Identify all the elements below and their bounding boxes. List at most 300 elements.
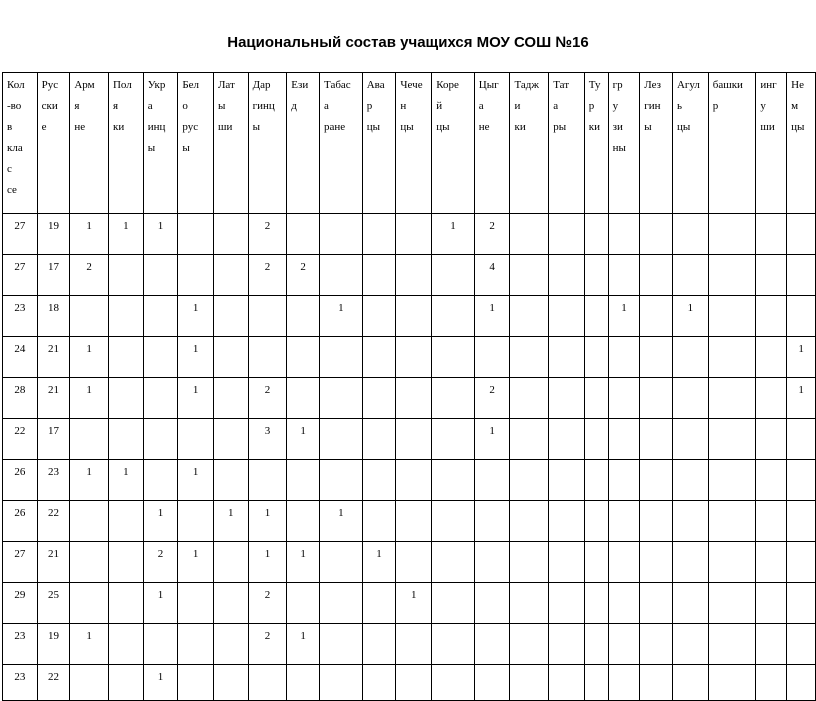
table-cell	[756, 501, 787, 542]
table-cell	[787, 542, 816, 583]
table-cell	[787, 419, 816, 460]
table-cell: 17	[37, 255, 70, 296]
column-header-part: Укр	[147, 79, 166, 91]
table-cell	[362, 337, 396, 378]
table-cell	[213, 624, 248, 665]
table-cell	[248, 337, 287, 378]
table-cell	[608, 460, 640, 501]
table-cell	[432, 501, 475, 542]
table-cell	[178, 583, 214, 624]
table-cell	[510, 665, 549, 701]
table-cell	[549, 214, 585, 255]
table-cell	[510, 214, 549, 255]
table-cell	[549, 624, 585, 665]
table-row	[3, 665, 816, 701]
table-cell	[756, 255, 787, 296]
table-cell	[708, 419, 756, 460]
table-cell	[640, 665, 673, 701]
column-header	[708, 73, 756, 214]
table-cell	[640, 214, 673, 255]
table-row	[3, 214, 816, 255]
table-cell: 2	[248, 214, 287, 255]
table-cell	[549, 419, 585, 460]
table-cell	[474, 337, 510, 378]
table-cell	[320, 378, 363, 419]
table-cell	[510, 501, 549, 542]
table-cell	[362, 665, 396, 701]
table-cell: 1	[70, 214, 109, 255]
table-cell	[213, 583, 248, 624]
table-cell	[320, 624, 363, 665]
table-cell	[108, 624, 143, 665]
table-cell	[362, 460, 396, 501]
table-cell: 24	[3, 337, 38, 378]
table-cell	[213, 214, 248, 255]
table-cell: 1	[178, 337, 214, 378]
table-cell	[70, 419, 109, 460]
table-cell	[608, 665, 640, 701]
table-cell: 2	[248, 624, 287, 665]
table-cell	[432, 665, 475, 701]
column-header-part: о	[182, 100, 188, 112]
table-cell: 1	[248, 501, 287, 542]
column-header	[108, 73, 143, 214]
table-cell	[510, 624, 549, 665]
table-cell: 27	[3, 542, 38, 583]
column-header-part: ки	[112, 121, 125, 133]
table-cell	[143, 624, 178, 665]
table-cell	[510, 255, 549, 296]
table-cell	[70, 665, 109, 701]
column-header-part: цы	[400, 121, 414, 133]
table-row	[3, 501, 816, 542]
table-row	[3, 255, 816, 296]
column-header	[549, 73, 585, 214]
table-cell	[108, 337, 143, 378]
table-cell	[608, 501, 640, 542]
table-cell	[287, 501, 320, 542]
column-header-part: ь	[676, 100, 682, 112]
table-cell: 2	[474, 378, 510, 419]
column-header-part: ы	[252, 121, 260, 133]
table-cell	[432, 583, 475, 624]
table-cell: 1	[143, 501, 178, 542]
table-cell: 1	[178, 378, 214, 419]
column-header-part: гр	[612, 79, 623, 91]
table-row	[3, 542, 816, 583]
table-cell	[640, 337, 673, 378]
column-header-part: ы	[182, 142, 190, 154]
column-header	[640, 73, 673, 214]
column-header-part: Табас	[324, 79, 351, 91]
table-cell	[320, 583, 363, 624]
table-cell	[143, 378, 178, 419]
table-cell: 1	[320, 296, 363, 337]
table-cell	[70, 501, 109, 542]
table-cell	[396, 624, 432, 665]
table-cell	[362, 624, 396, 665]
column-header-part: Агул	[676, 79, 700, 91]
table-cell	[432, 624, 475, 665]
table-cell	[432, 542, 475, 583]
column-header	[432, 73, 475, 214]
table-row	[3, 378, 816, 419]
table-cell	[584, 542, 608, 583]
table-cell	[432, 255, 475, 296]
table-cell	[178, 665, 214, 701]
table-cell	[708, 337, 756, 378]
table-cell	[608, 378, 640, 419]
table-cell	[787, 583, 816, 624]
table-cell	[640, 542, 673, 583]
column-header-part: у	[760, 100, 766, 112]
table-row	[3, 419, 816, 460]
table-cell	[108, 378, 143, 419]
table-cell: 1	[787, 378, 816, 419]
column-header-part: -во	[7, 100, 22, 112]
table-cell: 21	[37, 378, 70, 419]
table-cell	[640, 296, 673, 337]
table-cell	[756, 542, 787, 583]
table-cell	[756, 624, 787, 665]
table-cell: 1	[287, 542, 320, 583]
table-cell	[584, 460, 608, 501]
table-cell	[320, 255, 363, 296]
table-cell	[510, 296, 549, 337]
column-header	[474, 73, 510, 214]
table-cell	[510, 460, 549, 501]
table-cell	[474, 501, 510, 542]
table-cell	[510, 378, 549, 419]
table-cell: 1	[287, 624, 320, 665]
table-cell	[213, 460, 248, 501]
column-header-part: Лез	[644, 79, 661, 91]
table-cell	[640, 378, 673, 419]
table-cell	[756, 214, 787, 255]
table-cell	[640, 583, 673, 624]
table-row	[3, 624, 816, 665]
column-header-part: Чече	[400, 79, 423, 91]
table-cell	[672, 214, 708, 255]
table-cell	[608, 214, 640, 255]
table-cell	[474, 542, 510, 583]
column-header	[320, 73, 363, 214]
table-cell	[672, 255, 708, 296]
column-header	[756, 73, 787, 214]
table-cell	[287, 665, 320, 701]
table-cell	[787, 296, 816, 337]
column-header-part: цы	[366, 121, 380, 133]
table-cell	[213, 255, 248, 296]
column-header	[143, 73, 178, 214]
column-header-part: р	[712, 100, 719, 112]
column-header-part: ны	[612, 142, 626, 154]
column-header-part: Дар	[252, 79, 271, 91]
table-cell: 27	[3, 214, 38, 255]
table-cell	[672, 665, 708, 701]
column-header-part: ране	[324, 121, 346, 133]
table-cell: 19	[37, 624, 70, 665]
column-header-part: цы	[791, 121, 805, 133]
column-header-part: кла	[7, 142, 23, 154]
table-cell	[756, 460, 787, 501]
table-cell: 21	[37, 542, 70, 583]
table-cell	[584, 665, 608, 701]
table-cell	[143, 337, 178, 378]
table-cell	[584, 214, 608, 255]
column-header-part: в	[7, 121, 13, 133]
column-header-part: гин	[644, 100, 661, 112]
table-cell	[108, 542, 143, 583]
table-cell: 25	[37, 583, 70, 624]
table-cell	[672, 583, 708, 624]
table-cell	[396, 460, 432, 501]
table-cell	[287, 214, 320, 255]
table-cell	[320, 337, 363, 378]
table-cell	[396, 378, 432, 419]
table-cell	[287, 337, 320, 378]
table-cell	[640, 419, 673, 460]
table-cell	[756, 296, 787, 337]
table-cell	[708, 378, 756, 419]
table-cell: 1	[108, 214, 143, 255]
table-cell: 23	[37, 460, 70, 501]
table-cell: 26	[3, 460, 38, 501]
table-cell	[708, 583, 756, 624]
table-cell: 29	[3, 583, 38, 624]
column-header-part: я	[74, 100, 80, 112]
column-header-part: и	[514, 100, 521, 112]
table-cell	[672, 501, 708, 542]
table-cell	[248, 665, 287, 701]
column-header	[362, 73, 396, 214]
column-header-part: рус	[182, 121, 199, 133]
table-cell	[708, 542, 756, 583]
column-header-part: м	[791, 100, 799, 112]
table-cell	[510, 583, 549, 624]
table-cell	[756, 337, 787, 378]
table-cell	[584, 419, 608, 460]
table-cell: 18	[37, 296, 70, 337]
table-cell	[672, 419, 708, 460]
table-cell	[178, 501, 214, 542]
table-cell	[396, 665, 432, 701]
table-cell	[708, 501, 756, 542]
table-cell: 22	[37, 501, 70, 542]
table-cell	[510, 337, 549, 378]
table-cell: 1	[474, 296, 510, 337]
table-cell	[672, 337, 708, 378]
column-header-part: Пол	[112, 79, 132, 91]
table-cell	[248, 460, 287, 501]
table-cell	[213, 296, 248, 337]
table-cell: 23	[3, 624, 38, 665]
column-header-part: Кол	[7, 79, 25, 91]
table-cell: 2	[70, 255, 109, 296]
column-header-part: зи	[612, 121, 623, 133]
table-cell	[70, 583, 109, 624]
table-cell: 1	[432, 214, 475, 255]
column-header-part: ки	[514, 121, 526, 133]
column-header-part: Рус	[41, 79, 59, 91]
table-cell	[362, 378, 396, 419]
table-cell: 1	[178, 542, 214, 583]
column-header	[510, 73, 549, 214]
table-cell	[549, 501, 585, 542]
column-header-part: инц	[147, 121, 166, 133]
table-cell	[474, 583, 510, 624]
column-header-part: а	[478, 100, 484, 112]
column-header-part: а	[147, 100, 153, 112]
table-cell	[70, 542, 109, 583]
table-cell	[320, 542, 363, 583]
column-header-part: с	[7, 163, 12, 175]
table-cell: 1	[70, 460, 109, 501]
table-cell	[787, 214, 816, 255]
column-header	[787, 73, 816, 214]
table-cell: 1	[474, 419, 510, 460]
table-cell	[432, 296, 475, 337]
column-header-part: Цыг	[478, 79, 499, 91]
column-header-part: Ези	[291, 79, 309, 91]
table-cell: 23	[3, 296, 38, 337]
table-cell	[708, 624, 756, 665]
table-cell	[248, 296, 287, 337]
column-header	[213, 73, 248, 214]
table-cell	[362, 501, 396, 542]
table-cell	[787, 501, 816, 542]
table-cell: 26	[3, 501, 38, 542]
column-header-part: ши	[217, 121, 233, 133]
table-cell: 2	[248, 583, 287, 624]
column-header-part: Ту	[588, 79, 601, 91]
table-cell: 22	[37, 665, 70, 701]
table-cell	[787, 255, 816, 296]
table-cell: 2	[143, 542, 178, 583]
table-cell	[584, 255, 608, 296]
table-cell	[549, 460, 585, 501]
table-cell	[549, 296, 585, 337]
table-cell: 1	[362, 542, 396, 583]
table-cell: 2	[287, 255, 320, 296]
column-header-part: се	[7, 184, 17, 196]
table-cell	[432, 419, 475, 460]
table-cell	[708, 665, 756, 701]
table-cell	[362, 255, 396, 296]
column-header-part: инг	[760, 79, 777, 91]
table-cell	[608, 255, 640, 296]
column-header-part: а	[553, 100, 559, 112]
table-cell	[608, 337, 640, 378]
table-cell	[108, 255, 143, 296]
column-header-part: й	[436, 100, 443, 112]
column-header-part: Арм	[74, 79, 95, 91]
column-header-part: Тат	[553, 79, 570, 91]
table-cell	[474, 665, 510, 701]
table-cell	[396, 296, 432, 337]
table-cell: 3	[248, 419, 287, 460]
table-cell	[362, 296, 396, 337]
table-cell	[178, 214, 214, 255]
table-cell	[108, 501, 143, 542]
table-cell: 1	[70, 378, 109, 419]
table-cell: 1	[672, 296, 708, 337]
table-cell: 22	[3, 419, 38, 460]
column-header-part: у	[612, 100, 619, 112]
table-cell	[213, 419, 248, 460]
table-cell	[396, 501, 432, 542]
column-header-part: не	[74, 121, 86, 133]
table-cell	[549, 337, 585, 378]
table-cell	[584, 624, 608, 665]
table-cell	[756, 378, 787, 419]
column-header-part: башки	[712, 79, 743, 91]
table-cell	[756, 419, 787, 460]
table-cell: 1	[178, 296, 214, 337]
column-header-part: гинц	[252, 100, 275, 112]
table-cell	[362, 419, 396, 460]
table-cell	[320, 419, 363, 460]
table-cell	[396, 419, 432, 460]
table-row	[3, 460, 816, 501]
table-cell	[708, 460, 756, 501]
table-cell	[108, 583, 143, 624]
column-header	[3, 73, 38, 214]
table-cell	[143, 296, 178, 337]
table-cell: 17	[37, 419, 70, 460]
table-cell	[432, 378, 475, 419]
table-cell	[787, 665, 816, 701]
column-header	[178, 73, 214, 214]
column-header-part: цы	[676, 121, 691, 133]
table-cell: 1	[143, 214, 178, 255]
table-cell	[432, 337, 475, 378]
column-header	[248, 73, 287, 214]
column-header-part: Лат	[217, 79, 235, 91]
table-cell	[672, 460, 708, 501]
column-header-part: Бел	[182, 79, 200, 91]
table-row	[3, 296, 816, 337]
table-cell	[549, 378, 585, 419]
table-cell	[510, 542, 549, 583]
table-cell	[178, 624, 214, 665]
table-cell	[108, 665, 143, 701]
table-cell: 1	[178, 460, 214, 501]
column-header-part: е	[41, 121, 47, 133]
table-cell	[287, 583, 320, 624]
table-cell	[756, 583, 787, 624]
column-header-part: ки	[588, 121, 601, 133]
table-cell	[396, 255, 432, 296]
table-cell	[549, 255, 585, 296]
table-cell	[108, 296, 143, 337]
table-cell	[432, 460, 475, 501]
column-header-part: д	[291, 100, 297, 112]
column-header-part: ы	[147, 142, 156, 154]
column-header	[672, 73, 708, 214]
table-cell	[320, 460, 363, 501]
column-header-part: ши	[760, 121, 775, 133]
table-cell: 1	[213, 501, 248, 542]
table-cell	[584, 583, 608, 624]
nationality-table	[2, 72, 816, 701]
table-cell: 2	[474, 214, 510, 255]
column-header	[584, 73, 608, 214]
table-cell	[510, 419, 549, 460]
table-cell: 1	[608, 296, 640, 337]
table-row	[3, 583, 816, 624]
table-cell	[708, 255, 756, 296]
